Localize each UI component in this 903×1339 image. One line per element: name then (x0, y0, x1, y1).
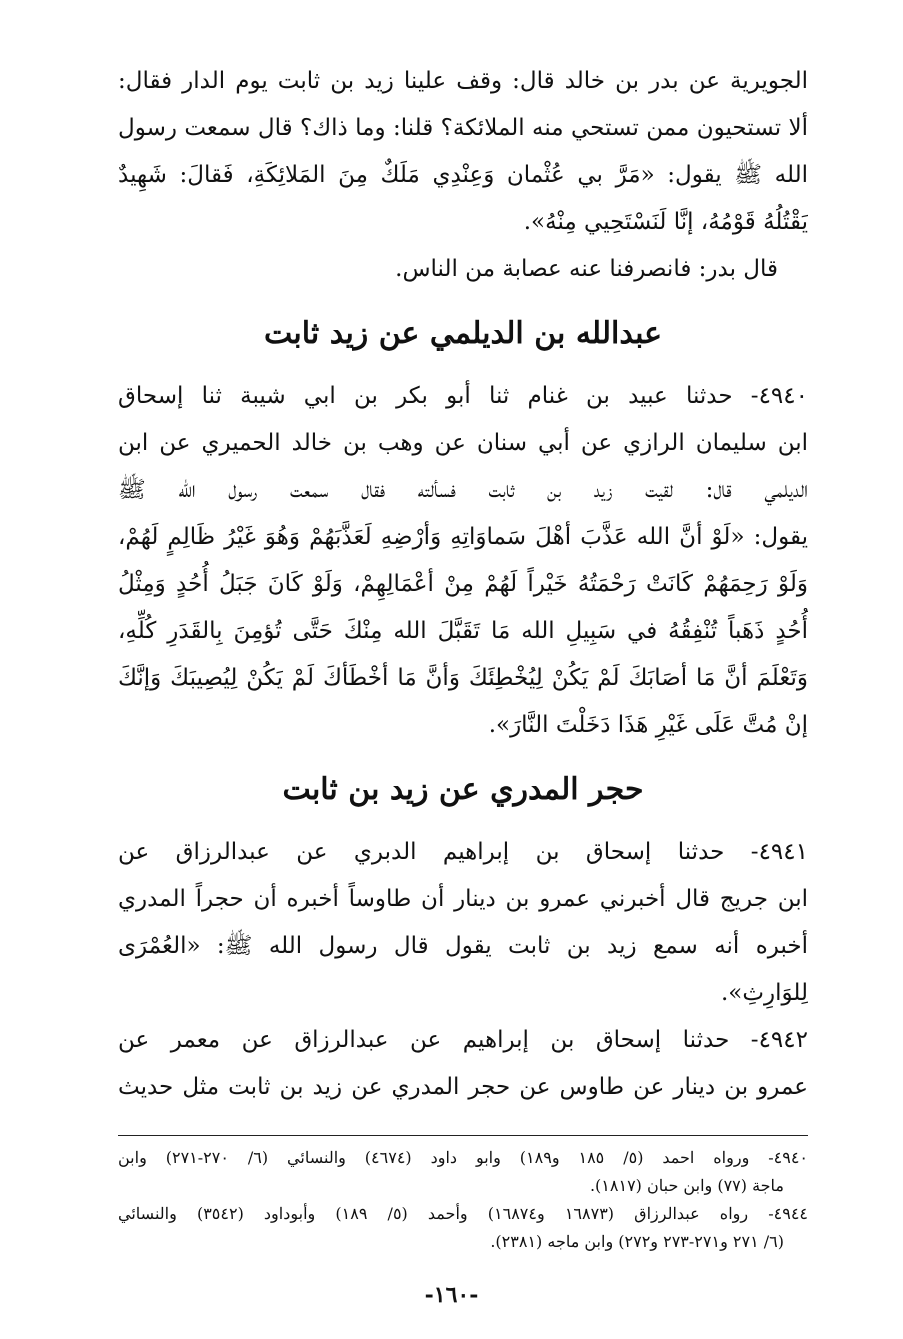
section-heading: حجر المدري عن زيد بن ثابت (282, 772, 644, 807)
footnote-divider (118, 1135, 808, 1136)
footnote-line: ماجة (٧٧) وابن حبان (١٨١٧). (589, 1176, 784, 1195)
text-line: ابن جريج قال أخبرني عمرو بن دينار أن طاوساً أخبره أن حجراً المدري (118, 886, 808, 912)
page-number: -١٦٠- (424, 1282, 479, 1308)
text-line: لِلوَارِثِ». (720, 980, 808, 1006)
text-line: عمرو بن دينار عن طاوس عن حجر المدري عن زيد بن ثابت مثل حديث (118, 1074, 808, 1100)
section-heading: عبدالله بن الديلمي عن زيد ثابت (263, 316, 663, 351)
text-line: الديلمي قال: لقيت زيد بن ثابت فسألته فقال سمعت رسول الله ﷺ (118, 477, 808, 503)
footnotes (118, 1144, 808, 1256)
text-line: إنْ مُتَّ عَلَى غَيْرِ هَذَا دَخَلْتَ النَّارَ». (488, 712, 808, 738)
text-line: ابن سليمان الرازي عن أبي سنان عن وهب بن خالد الحميري عن ابن (118, 430, 808, 456)
text-line: وَلَوْ رَحِمَهُمْ كَانَتْ رَحْمَتُهُ خَيْراً لَهُمْ مِنْ أعْمَالِهِمْ، وَلَوْ كَانَ جَبَلُ أُحُدٍ وَمِثْلُ (118, 571, 808, 597)
page-body (118, 58, 808, 1256)
paragraph-continuation (118, 58, 808, 293)
text-line: يقول: «لَوْ أنَّ الله عَذَّبَ أهْلَ سَماوَاتِهِ وَأرْضِهِ لَعَذَّبَهُمْ وَهُوَ غَيْرُ ظَالِمٍ لَهُمْ، (118, 524, 808, 550)
text-line: أخبره أنه سمع زيد بن ثابت يقول قال رسول الله ﷺ: «العُمْرَى (118, 933, 808, 959)
hadith-4940 (118, 373, 808, 749)
footnote-line: ٤٩٤٤- رواه عبدالرزاق (١٦٨٧٣ و١٦٨٧٤) وأحمد (٥/ ١٨٩) وأبوداود (٣٥٤٢) والنسائي (118, 1204, 808, 1223)
footnote-line: (٦/ ٢٧١ و٢٧١-٢٧٣ و٢٧٢) وابن ماجه (٢٣٨١). (490, 1232, 784, 1251)
text-line: الله ﷺ يقول: «مَرَّ بي عُثْمان وَعِنْدِي مَلَكٌ مِنَ المَلائِكَةِ، فَقالَ: شَهِيدٌ (118, 162, 808, 188)
hadith-4942 (118, 1017, 808, 1111)
text-line: ٤٩٤٠- حدثنا عبيد بن غنام ثنا أبو بكر بن ابي شيبة ثنا إسحاق (118, 383, 808, 409)
text-line: أُحُدٍ ذَهَباً تُنْفِقُهُ في سَبِيلِ الله مَا تَقَبَّلَ الله مِنْكَ حَتَّى تُؤمِنَ بِالقَدَرِ كُلِّهِ، (118, 618, 808, 644)
footnote-line: ٤٩٤٠- ورواه احمد (٥/ ١٨٥ و١٨٩) وابو داود (٤٦٧٤) والنسائي (٦/ ٢٧٠-٢٧١) وابن (118, 1148, 808, 1167)
text-line: ٤٩٤١- حدثنا إسحاق بن إبراهيم الدبري عن عبدالرزاق عن (118, 839, 808, 865)
hadith-4941 (118, 829, 808, 1017)
text-line: قال بدر: فانصرفنا عنه عصابة من الناس. (395, 256, 778, 282)
text-line: وَتَعْلَمَ أنَّ مَا أصَابَكَ لَمْ يَكُنْ لِيُخْطِئَكَ وَأنَّ مَا أخْطَأكَ لَمْ يَكُنْ لِيُصِيبَكَ وَإنَّكَ (118, 665, 808, 691)
text-line: ألا تستحيون ممن تستحي منه الملائكة؟ قلنا: وما ذاك؟ قال سمعت رسول (118, 115, 808, 141)
text-line: الجويرية عن بدر بن خالد قال: وقف علينا زيد بن ثابت يوم الدار فقال: (118, 68, 808, 94)
text-line: يَقْتُلُهُ قَوْمُهُ، إنَّا لَنَسْتَحِيي مِنْهُ». (523, 209, 808, 235)
text-line: ٤٩٤٢- حدثنا إسحاق بن إبراهيم عن عبدالرزاق عن معمر عن (118, 1027, 808, 1053)
